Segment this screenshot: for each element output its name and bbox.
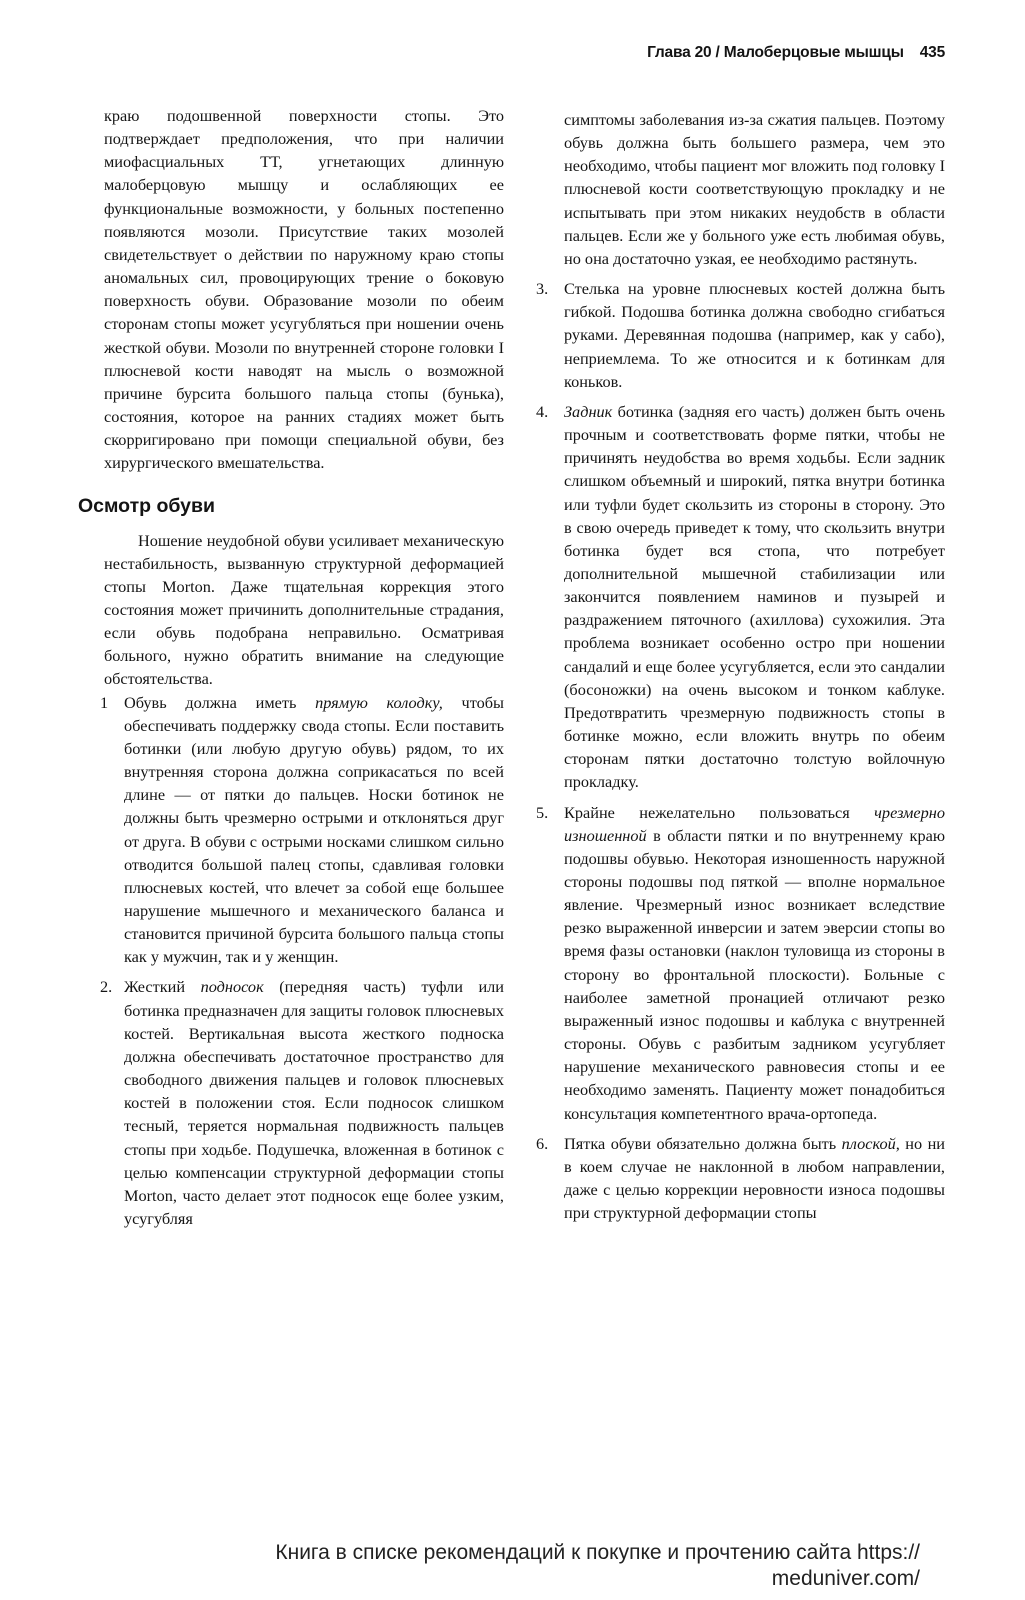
right-column [536,108,946,1231]
list-number: 6. [536,1133,549,1153]
emphasis: чрезмерно изношенной [564,802,945,845]
section-paragraph: Ношение неудобной обуви усиливает механическую нестабильность, вызванную структурной деформацией стопы Morton. Даже тщательная коррекция этого состояния может причинить дополнительные страдания, если обувь подобрана неправильно. Осматривая больного, нужно обратить внимание на следующие обстоятельства. [104,530,504,689]
emphasis: прямую колодку, [315,692,443,712]
list-number: 3. [536,279,549,299]
list-item-5: 5. Крайне нежелательно пользоваться чрезмерно изношенной в области пятки и по внутреннему краю подошвы обувью. Некоторая изношенность наружной стороны подошвы под пяткой — вполне нормальное явление. Чрезмерный износ возникает вследствие резко выраженной инверсии и затем эверсии стопы во время фазы остановки (наклон туловища из стороны в сторону во фронтальной плоскости). Больные с наиболее заметной пронацией отличают резко выраженный износ подошвы и каблука с внутренней стороны. Обувь с разбитым задником усугубляет нарушение механического равновесия стопы и ее необходимо заменять. Пациенту может понадобиться консультация компетентного врача-ортопеда. [536,802,945,1123]
footer-line-2: meduniver.com/ [771,1567,920,1590]
list-number: 2. [100,977,113,997]
list-number: 5. [536,802,549,822]
emphasis: плоской, [841,1133,900,1153]
list-number: 1 [100,692,109,712]
page-number: 435 [919,44,945,61]
footer-line-1: Книга в списке рекомендаций к покупке и прочтению сайта https:// [275,1541,920,1564]
left-column [78,104,504,1237]
chapter-title: Глава 20 / Малоберцовые мышцы [647,44,904,61]
list-item-3: 3. Стелька на уровне плюсневых костей должна быть гибкой. Подошва ботинка должна свободно сгибаться руками. Деревянная подошва (например, как у сабо), неприемлема. То же относится и к ботинкам для коньков. [536,279,945,391]
intro-paragraph: краю подошвенной поверхности стопы. Это подтверждает предположения, что при наличии миофасциальных ТТ, угнетающих длинную малоберцовую мышцу и ослабляющих ее функциональные возможности, у больных постепенно появляются мозоли. Присутствие таких мозолей свидетельствует о действии по наружному краю стопы аномальных сил, провоцирующих трение о боковую поверхность обуви. Образование мозоли по обеим сторонам стопы может усугубляться при ношении очень жесткой обуви. Мозоли по внутренней стороне головки I плюсневой кости наводят на мысль о возможной причине бурсита большого пальца стопы (бунька), состояния, которое на ранних стадиях может быть скорригировано при помощи специальной обуви, без хирургического вмешательства. [104,106,504,473]
list-item-1: 1 Обувь должна иметь прямую колодку, чтобы обеспечивать поддержку свода стопы. Если поставить ботинки (или любую другую обувь) рядом, то их внутренняя сторона должна соприкасаться по всей длине — от пятки до пальцев. Носки ботинок не должны быть чрезмерно острыми и отклоняться друг от друга. В обуви с острыми носками слишком сильно отводится большой палец стопы, сдавливая головки плюсневых костей, что влечет за собой еще большее нарушение мышечного и механического баланса и становится причиной бурсита большого пальца стопы как у мужчин, так и у женщин. [100,692,504,967]
list-item-2-continued: симптомы заболевания из-за сжатия пальцев. Поэтому обувь должна быть большего размера, чем это необходимо, чтобы пациент мог вложить под головку I плюсневой кости соответствующую прокладку и не испытывать при этом никаких неудобств в области пальцев. Если же у больного уже есть любимая обувь, но она достаточно узкая, ее необходимо растянуть. [564,110,945,268]
list-item-4: 4. Задник ботинка (задняя его часть) должен быть очень прочным и соответствовать форме пятки, чтобы не причинять неудобства во время ходьбы. Если задник слишком объемный и широкий, пятка внутри ботинка или туфли будет скользить из стороны в сторону. Это в свою очередь приведет к тому, что скользить внутри ботинка будет вся стопа, что потребует дополнительной мышечной стабилизации или закончится появлением наминов и пузырей и раздражением пяточного (ахиллова) сухожилия. Эта проблема возникает особенно остро при ношении сандалий и еще более усугубляется, если это сандалии (босоножки) на очень высоком и тонком каблуке. Предотвратить чрезмерную подвижность стопы в ботинке можно, если вложить внутрь по обеим сторонам пятки достаточно толстую войлочную прокладку. [536,401,945,792]
list-item-6: 6. Пятка обуви обязательно должна быть плоской, но ни в коем случае не наклонной в любом направлении, даже с целью коррекции неровности износа подошвы при структурной деформации стопы [536,1133,946,1223]
emphasis: Задник [564,401,613,421]
section-heading: Осмотр обуви [78,494,216,517]
list-item-2: 2. Жесткий подносок (передняя часть) туфли или ботинка предназначен для защиты головок плюсневых костей. Вертикальная высота жесткого подноска должна обеспечивать достаточное пространство для свободного движения пальцев и головок плюсневых костей в положении стоя. Если подносок слишком тесный, теряется нормальная подвижность пальцев стопы при ходьбе. Подушечка, вложенная в ботинок с целью компенсации структурной деформации стопы Morton, часто делает этот подносок еще более узким, усугубляя [100,977,504,1229]
list-number: 4. [536,401,549,421]
running-header [540,44,945,62]
emphasis: подносок [200,977,264,997]
footer-watermark [40,1540,920,1592]
